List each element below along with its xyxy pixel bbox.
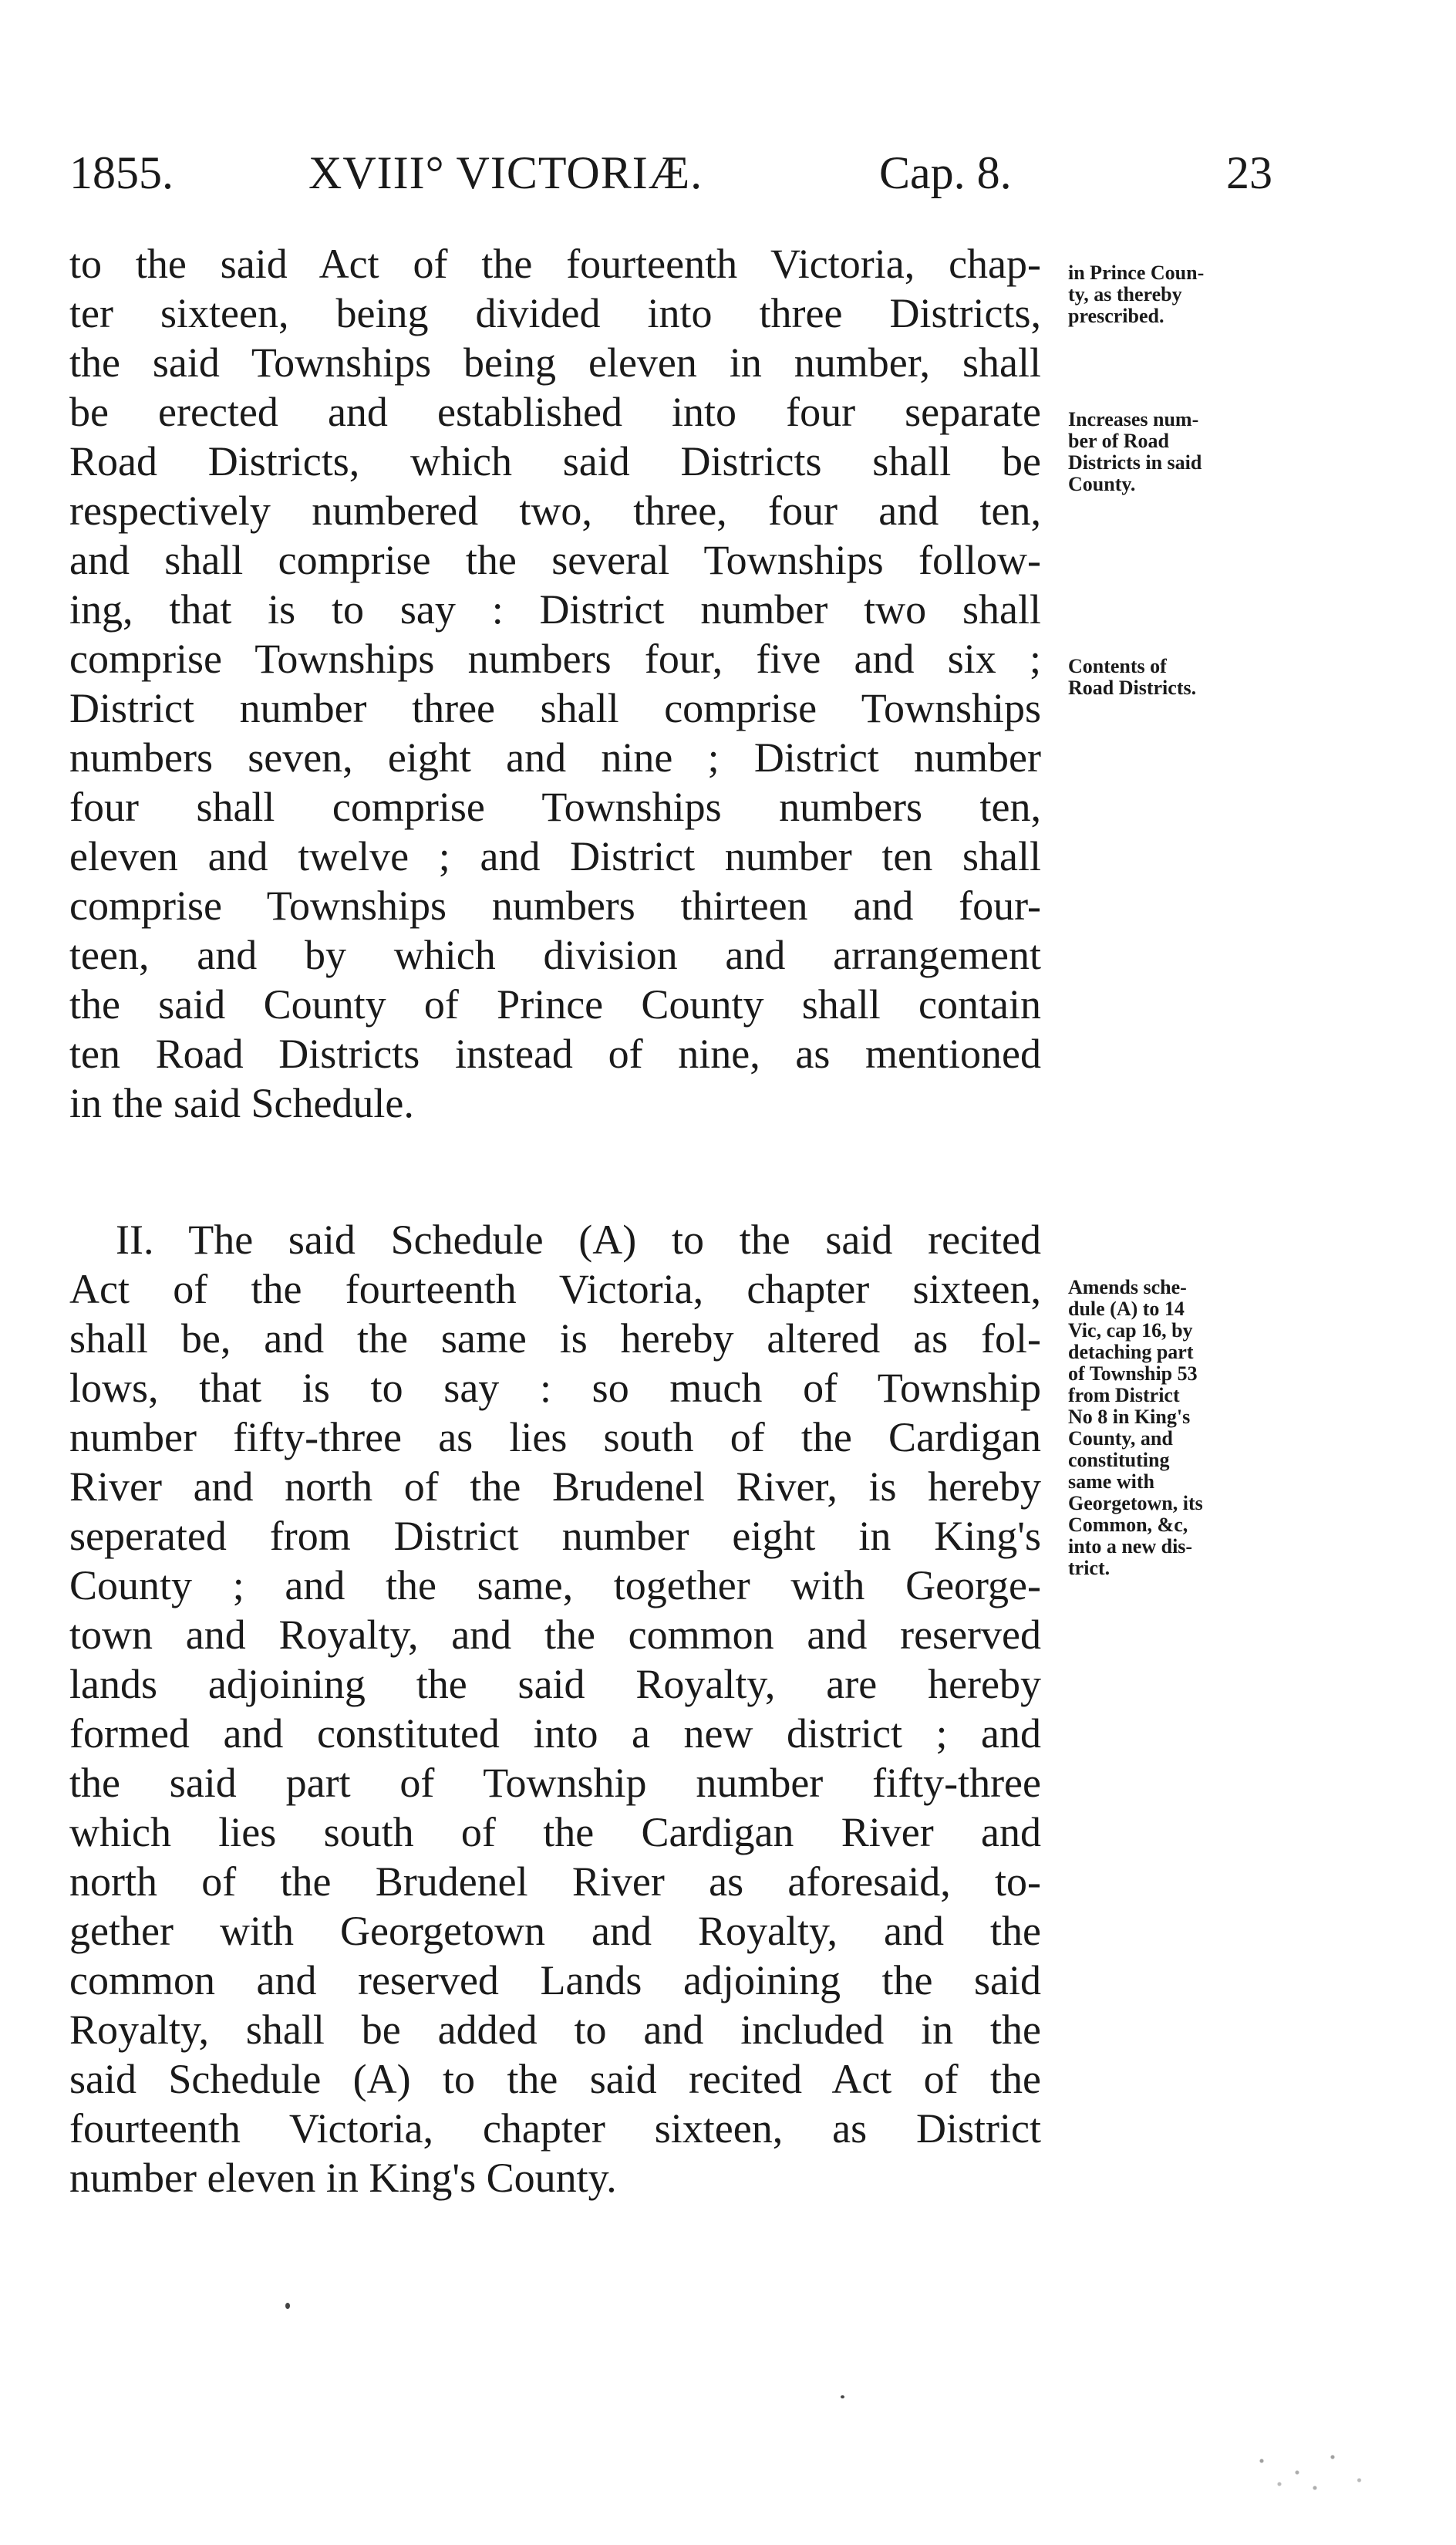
text-line: four shall comprise Townships numbers ten, xyxy=(69,784,1041,830)
paragraph-1 xyxy=(69,239,1041,1128)
margin-note-line: No 8 in King's xyxy=(1068,1406,1191,1428)
text-line: River and north of the Brudenel River, is hereby xyxy=(69,1463,1041,1510)
margin-note-line: County. xyxy=(1068,473,1136,495)
text-line: town and Royalty, and the common and reserved xyxy=(69,1612,1041,1658)
margin-note-line: Georgetown, its xyxy=(1068,1492,1203,1514)
ink-speck xyxy=(841,2395,844,2398)
text-line: which lies south of the Cardigan River and xyxy=(69,1809,1041,1855)
header-page-number: 23 xyxy=(1226,147,1272,198)
text-line: north of the Brudenel River as aforesaid, to- xyxy=(69,1858,1041,1905)
text-line: II. The said Schedule (A) to the said recited xyxy=(116,1217,1041,1263)
margin-note-line: Contents of xyxy=(1068,655,1167,677)
margin-note-line: constituting xyxy=(1068,1449,1170,1471)
margin-note-line: into a new dis- xyxy=(1068,1535,1193,1558)
text-line: comprise Townships numbers thirteen and four- xyxy=(69,883,1041,929)
margin-note-line: ty, as thereby xyxy=(1068,283,1182,305)
margin-note-line: ber of Road xyxy=(1068,430,1169,452)
text-line: Road Districts, which said Districts shall be xyxy=(69,438,1041,484)
text-line: eleven and twelve ; and District number ten shall xyxy=(69,833,1041,879)
text-line: fourteenth Victoria, chapter sixteen, as District xyxy=(69,2105,1041,2152)
text-line: gether with Georgetown and Royalty, and the xyxy=(69,1908,1041,1954)
text-line: to the said Act of the fourteenth Victoria, chap- xyxy=(69,241,1041,287)
margin-note-line: from District xyxy=(1068,1384,1180,1406)
margin-note-amends-schedule xyxy=(1068,1277,1299,1579)
text-line: formed and constituted into a new district ; and xyxy=(69,1710,1041,1757)
text-line: common and reserved Lands adjoining the said xyxy=(69,1957,1041,2003)
page-header xyxy=(69,147,1272,208)
margin-note-line: trict. xyxy=(1068,1557,1111,1579)
text-line: comprise Townships numbers four, five and six ; xyxy=(69,636,1041,682)
text-line: said Schedule (A) to the said recited Act of the xyxy=(69,2056,1041,2102)
text-line: numbers seven, eight and nine ; District number xyxy=(69,734,1041,781)
header-year: 1855. xyxy=(69,147,174,198)
margin-note-line: County, and xyxy=(1068,1427,1173,1450)
text-line: ten Road Districts instead of nine, as mentioned xyxy=(69,1031,1041,1077)
text-line: Royalty, shall be added to and included in the xyxy=(69,2007,1041,2053)
text-line: County ; and the same, together with George- xyxy=(69,1562,1041,1608)
text-line: lows, that is to say : so much of Township xyxy=(69,1365,1041,1411)
text-line: be erected and established into four separate xyxy=(69,389,1041,435)
margin-note-line: Common, &c, xyxy=(1068,1514,1188,1536)
text-line: the said part of Township number fifty-three xyxy=(69,1760,1041,1806)
text-line: shall be, and the same is hereby altered as fol- xyxy=(69,1315,1041,1362)
header-title: XVIII° VICTORIÆ. xyxy=(308,147,703,198)
text-line: teen, and by which division and arrangement xyxy=(69,932,1041,978)
text-line: number eleven in King's County. xyxy=(69,2155,617,2201)
text-line: in the said Schedule. xyxy=(69,1080,414,1126)
margin-note-line: in Prince Coun- xyxy=(1068,262,1205,284)
ink-speck xyxy=(285,2303,290,2309)
margin-note-contents xyxy=(1068,656,1299,699)
text-line: the said Townships being eleven in number, shall xyxy=(69,339,1041,386)
margin-note-line: prescribed. xyxy=(1068,305,1164,327)
page-smudge xyxy=(1226,2430,1404,2507)
text-line: Act of the fourteenth Victoria, chapter sixteen, xyxy=(69,1266,1041,1312)
text-line: respectively numbered two, three, four and ten, xyxy=(69,488,1041,534)
margin-note-line: dule (A) to 14 xyxy=(1068,1298,1185,1320)
text-line: District number three shall comprise Townships xyxy=(69,685,1041,731)
margin-note-line: of Township 53 xyxy=(1068,1362,1198,1385)
text-line: ter sixteen, being divided into three Districts, xyxy=(69,290,1041,336)
margin-note-line: Districts in said xyxy=(1068,451,1202,474)
text-line: lands adjoining the said Royalty, are hereby xyxy=(69,1661,1041,1707)
margin-note-increases-districts xyxy=(1068,409,1299,495)
paragraph-2 xyxy=(69,1215,1041,2202)
header-chapter: Cap. 8. xyxy=(879,147,1012,198)
margin-note-prince-county xyxy=(1068,262,1299,327)
margin-note-line: Vic, cap 16, by xyxy=(1068,1319,1193,1342)
margin-note-line: same with xyxy=(1068,1470,1154,1493)
text-line: seperated from District number eight in King's xyxy=(69,1513,1041,1559)
margin-note-line: Amends sche- xyxy=(1068,1276,1187,1298)
text-line: number fifty-three as lies south of the Cardigan xyxy=(69,1414,1041,1460)
margin-note-line: Increases num- xyxy=(1068,408,1199,430)
margin-note-line: detaching part xyxy=(1068,1341,1194,1363)
text-line: and shall comprise the several Townships follow- xyxy=(69,537,1041,583)
text-line: ing, that is to say : District number two shall xyxy=(69,586,1041,633)
text-line: the said County of Prince County shall contain xyxy=(69,981,1041,1028)
margin-note-line: Road Districts. xyxy=(1068,677,1197,699)
